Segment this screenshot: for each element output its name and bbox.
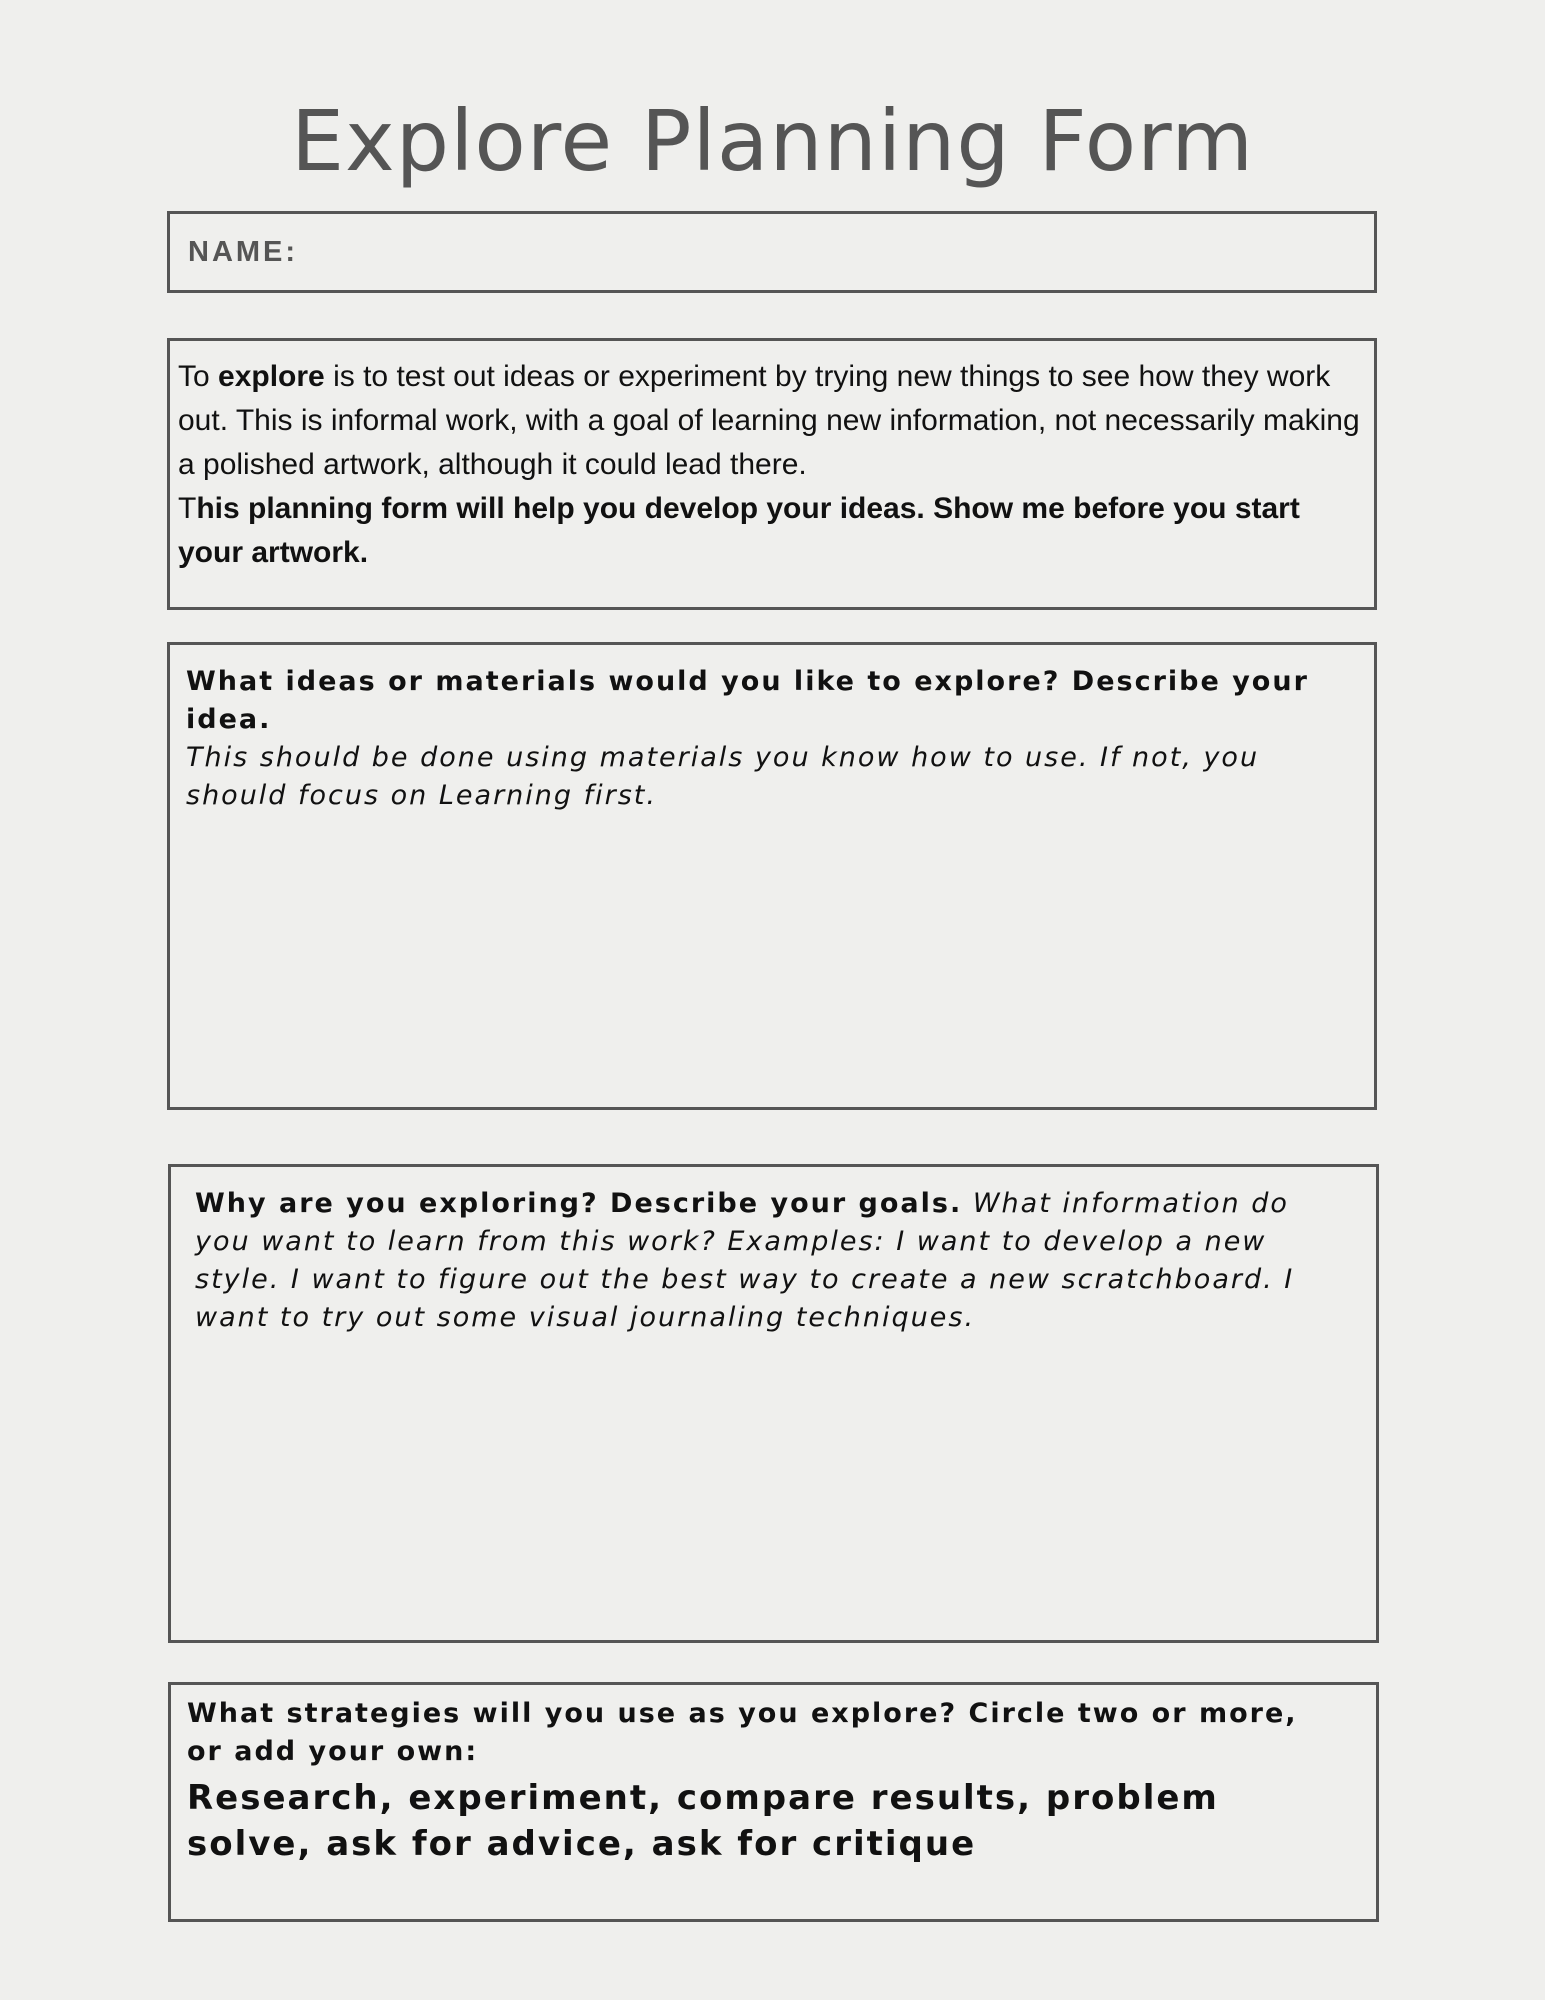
name-label: NAME:	[188, 236, 299, 268]
intro-instruction-first-letter: T	[178, 492, 197, 525]
intro-instruction: his planning form will help you develop your ideas. Show me before you start your artwork.	[178, 492, 1300, 569]
strategies-list: Research, experiment, compare results, problem solve, ask for advice, ask for critique	[187, 1778, 1219, 1864]
question-1-prompt: What ideas or materials would you like to explore? Describe your idea.	[186, 666, 1309, 735]
question-2-note: What information do you want to learn from this work? Examples: I want to develop a new style. I want to figure out the best way to create a new scratchboard. I want to try out some visual journaling techniques.	[195, 1188, 1295, 1333]
page-title: Explore Planning Form	[290, 92, 1255, 190]
intro-text-part: To	[178, 360, 219, 393]
question-1-note: This should be done using materials you know how to use. If not, you should focus on Learning first.	[186, 742, 1260, 811]
question-3-prompt: What strategies will you use as you explore? Circle two or more, or add your own:	[187, 1698, 1298, 1767]
name-field[interactable]	[167, 211, 1377, 293]
question-1-answer-area[interactable]	[167, 642, 1377, 1110]
question-2	[195, 1185, 1346, 1337]
intro-text-part: is to test out ideas or experiment by trying new things to see how they work out. This is informal work, with a goal of learning new information, not necessarily making a polished artwork, although it could lead there.	[178, 360, 1360, 481]
intro-text	[178, 355, 1368, 575]
intro-keyword: explore	[218, 360, 325, 393]
question-2-answer-area[interactable]	[168, 1164, 1379, 1643]
intro-section	[167, 338, 1377, 610]
question-3-answer-area[interactable]	[168, 1682, 1379, 1922]
question-3	[187, 1695, 1336, 1867]
question-1	[186, 663, 1334, 815]
question-2-prompt: Why are you exploring? Describe your goals.	[195, 1188, 963, 1219]
